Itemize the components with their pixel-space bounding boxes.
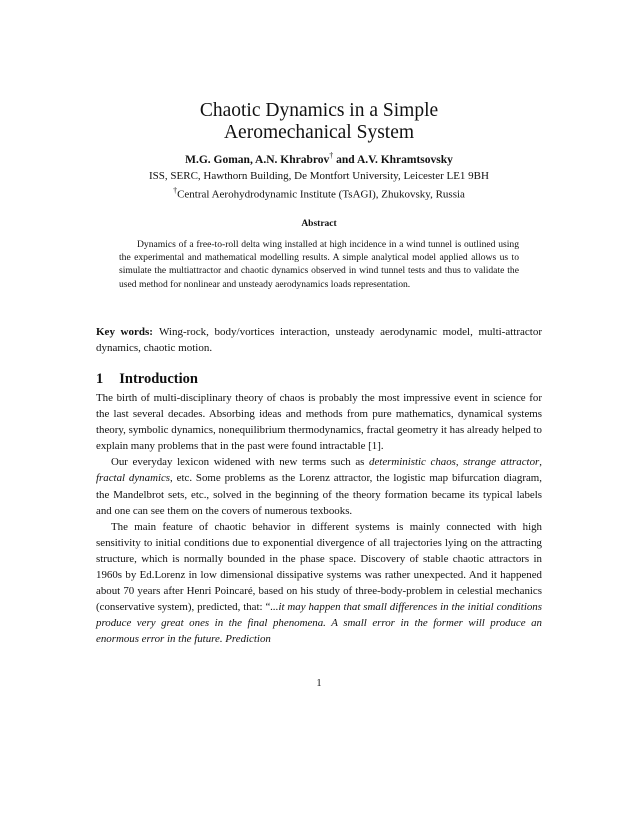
affiliation-2-text: Central Aerohydrodynamic Institute (TsAGI), Zhukovsky, Russia [177,188,465,201]
paragraph-2-sep-1: , [455,456,464,469]
term-strange-attractor: strange attractor [463,456,540,469]
title-line-1: Chaotic Dynamics in a Simple [199,100,439,121]
section-number: 1 [96,371,104,387]
authors-part-2: and A.V. Khramtsovsky [333,153,453,166]
paragraph-3-text: The main feature of chaotic behavior in different systems is mainly connected with high sensitivity to initial conditions due to exponential divergence of all trajectories lying on the attracting structure, which is normally bounded in the phase space. Discovery of stable chaotic attractors in 1960s by Ed.Lorenz in low dimensional dissipative systems was rather unexpected. And it happened about 70 years after Henri Poincaré, based on his study of three-body-problem in celestial mechanics (conservative system), predicted, that: “ [96,520,542,614]
term-deterministic-chaos: deterministic chaos [369,456,456,469]
author-dagger-mark: † [329,151,334,160]
paper-title [0,100,638,144]
section-title: Introduction [119,371,198,387]
section-heading [96,371,198,388]
keywords-block [96,324,542,356]
affiliation-dagger-mark: † [173,186,178,195]
body-text [96,390,542,648]
title-line-2: Aeromechanical System [223,122,415,143]
keywords-label: Key words: [96,326,153,338]
paragraph-3 [96,519,542,648]
paragraph-2-text-b: , etc. Some problems as the Lorenz attractor, the logistic map bifurcation diagram, the Mandelbrot sets, etc., solved in the beginning of the theory formation became its typical labels and one can see them on the covers of numerous texbooks. [96,472,542,517]
poincare-quote: ...it may happen that small differences in the initial conditions produce very great ones in the final phenomena. A small error in the former will produce an enormous error in the future. Prediction [96,601,542,646]
term-fractal-dynamics: fractal dynamics [96,472,171,485]
paragraph-2-text-a: Our everyday lexicon widened with new terms such as [111,456,370,469]
paragraph-2-sep-2: , [539,456,542,469]
page-number: 1 [316,678,322,689]
paragraph-1: The birth of multi-disciplinary theory of chaos is probably the most impressive event in science for the last several decades. Absorbing ideas and methods from pure mathematics, dynamical systems theory, symbolic dynamics, nonequilibrium thermodynamics, fractal geometry it has already helped to explain many problems that in the past were found intractable [1]. [96,392,542,453]
abstract-heading: Abstract [301,219,337,229]
abstract-text: Dynamics of a free-to-roll delta wing installed at high incidence in a wind tunnel is outlined using the experimental and mathematical modelling results. A simple analytical model applied allows us to simulate the multiattractor and chaotic dynamics observed in wind tunnel tests and thus to validate the used method for nonlinear and unsteady aerodynamics loads representation. [119,239,519,290]
affiliation-1: ISS, SERC, Hawthorn Building, De Montfort University, Leicester LE1 9BH [149,170,489,182]
paragraph-2 [96,454,542,518]
author-list [0,151,638,166]
authors-part-1: M.G. Goman, A.N. Khrabrov [185,153,330,166]
keywords-text: Wing-rock, body/vortices interaction, unsteady aerodynamic model, multi-attractor dynamics, chaotic motion. [96,326,542,354]
affiliation-2 [0,186,638,201]
